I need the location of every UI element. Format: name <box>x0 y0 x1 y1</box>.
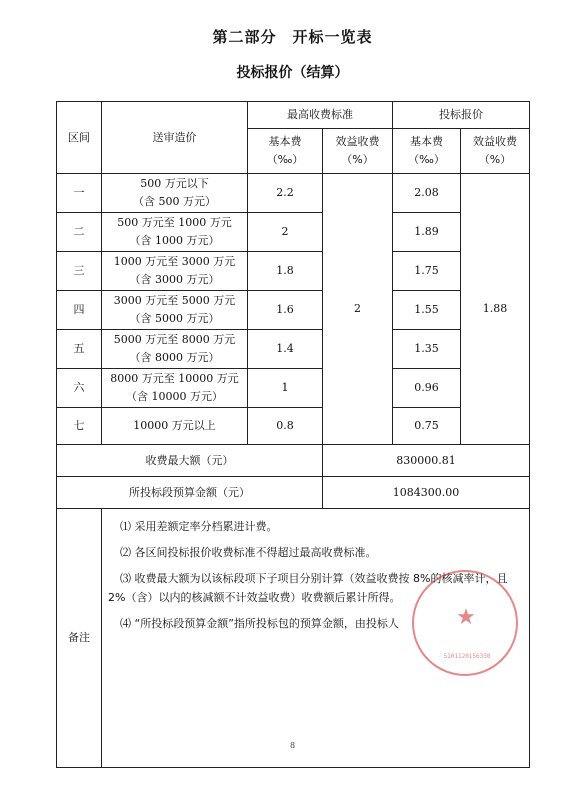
header-district: 区间 <box>57 102 102 174</box>
row-district: 七 <box>57 408 102 445</box>
row-bid-base: 1.75 <box>393 252 461 291</box>
row-price-range: 500 万元至 1000 万元 （含 1000 万元） <box>102 213 248 252</box>
max-fee-value: 830000.81 <box>323 445 530 477</box>
header-bid-quote: 投标报价 <box>393 102 530 129</box>
row-bid-base: 0.75 <box>393 408 461 445</box>
row-price-range: 5000 万元至 8000 万元 （含 8000 万元） <box>102 330 248 369</box>
row-district: 四 <box>57 291 102 330</box>
header-benefit-fee-label: 效益收费 <box>335 135 380 148</box>
row-bid-base: 1.89 <box>393 213 461 252</box>
page-number: 8 <box>289 741 296 750</box>
header-bid-benefit-fee-label: 效益收费 <box>473 135 517 148</box>
budget-label: 所投标段预算金额（元） <box>57 477 323 509</box>
header-bid-base-fee-label: 基本费 <box>410 135 443 148</box>
header-bid-benefit-fee-unit: （%） <box>478 153 512 166</box>
seal-code: 5101120156330 <box>443 653 491 660</box>
row-max-base: 1.8 <box>248 252 323 291</box>
header-max-base-fee <box>248 129 323 174</box>
table-row <box>57 252 530 291</box>
table-row <box>57 408 530 445</box>
row-bid-base: 1.55 <box>393 291 461 330</box>
row-price-range: 10000 万元以上 <box>102 408 248 445</box>
row-max-base: 1.4 <box>248 330 323 369</box>
row-price-range: 3000 万元至 5000 万元 （含 5000 万元） <box>102 291 248 330</box>
remark-item: ⑵ 各区间投标报价收费标准不得超过最高收费标准。 <box>120 546 377 559</box>
remarks-label: 备注 <box>57 509 102 768</box>
row-district: 五 <box>57 330 102 369</box>
row-max-base: 0.8 <box>248 408 323 445</box>
header-benefit-fee-unit: （%） <box>341 153 374 166</box>
row-max-base: 2.2 <box>248 174 323 213</box>
header-bid-benefit-fee <box>461 129 530 174</box>
summary-row-max-fee <box>57 445 530 477</box>
row-district: 六 <box>57 369 102 408</box>
row-bid-base: 1.35 <box>393 330 461 369</box>
table-row <box>57 213 530 252</box>
row-district: 一 <box>57 174 102 213</box>
budget-value: 1084300.00 <box>323 477 530 509</box>
max-benefit-value: 2 <box>323 174 393 445</box>
row-bid-base: 0.96 <box>393 369 461 408</box>
section-title: 第二部分 开标一览表 <box>212 28 373 46</box>
header-max-standard: 最高收费标准 <box>248 102 393 129</box>
table-row <box>57 330 530 369</box>
header-bid-base-fee <box>393 129 461 174</box>
header-max-benefit-fee <box>323 129 393 174</box>
remark-item: ⑴ 采用差额定率分档累进计费。 <box>120 520 278 533</box>
row-price-range: 1000 万元至 3000 万元 （含 3000 万元） <box>102 252 248 291</box>
table-row <box>57 291 530 330</box>
row-price-range: 500 万元以下 （含 500 万元） <box>102 174 248 213</box>
row-district: 三 <box>57 252 102 291</box>
row-price-range: 8000 万元至 10000 万元 （含 10000 万元） <box>102 369 248 408</box>
table-row <box>57 174 530 213</box>
header-base-fee-unit: （‰） <box>266 153 304 166</box>
row-max-base: 1 <box>248 369 323 408</box>
max-fee-label: 收费最大额（元） <box>57 445 323 477</box>
remark-item: ⑶ 收费最大额为以该标段项下子项目分别计算（效益收费按 8%的核减率计，且 2%（含）以内的核减额不计效益收费）收费额后累计所得。 <box>108 572 508 604</box>
header-bid-base-fee-unit: （‰） <box>408 153 445 166</box>
row-max-base: 2 <box>248 213 323 252</box>
table-subtitle: 投标报价（结算） <box>236 65 349 81</box>
row-max-base: 1.6 <box>248 291 323 330</box>
company-seal <box>412 570 518 676</box>
header-base-fee-label: 基本费 <box>268 135 302 148</box>
remark-item: ⑷ “所投标段预算金额”指所投标包的预算金额，由投标人 <box>120 617 399 630</box>
table-row <box>57 369 530 408</box>
bid-benefit-value: 1.88 <box>461 174 530 445</box>
header-review-price: 送审造价 <box>102 102 248 174</box>
row-district: 二 <box>57 213 102 252</box>
row-bid-base: 2.08 <box>393 174 461 213</box>
summary-row-budget <box>57 477 530 509</box>
seal-star-icon: ★ <box>456 605 476 630</box>
